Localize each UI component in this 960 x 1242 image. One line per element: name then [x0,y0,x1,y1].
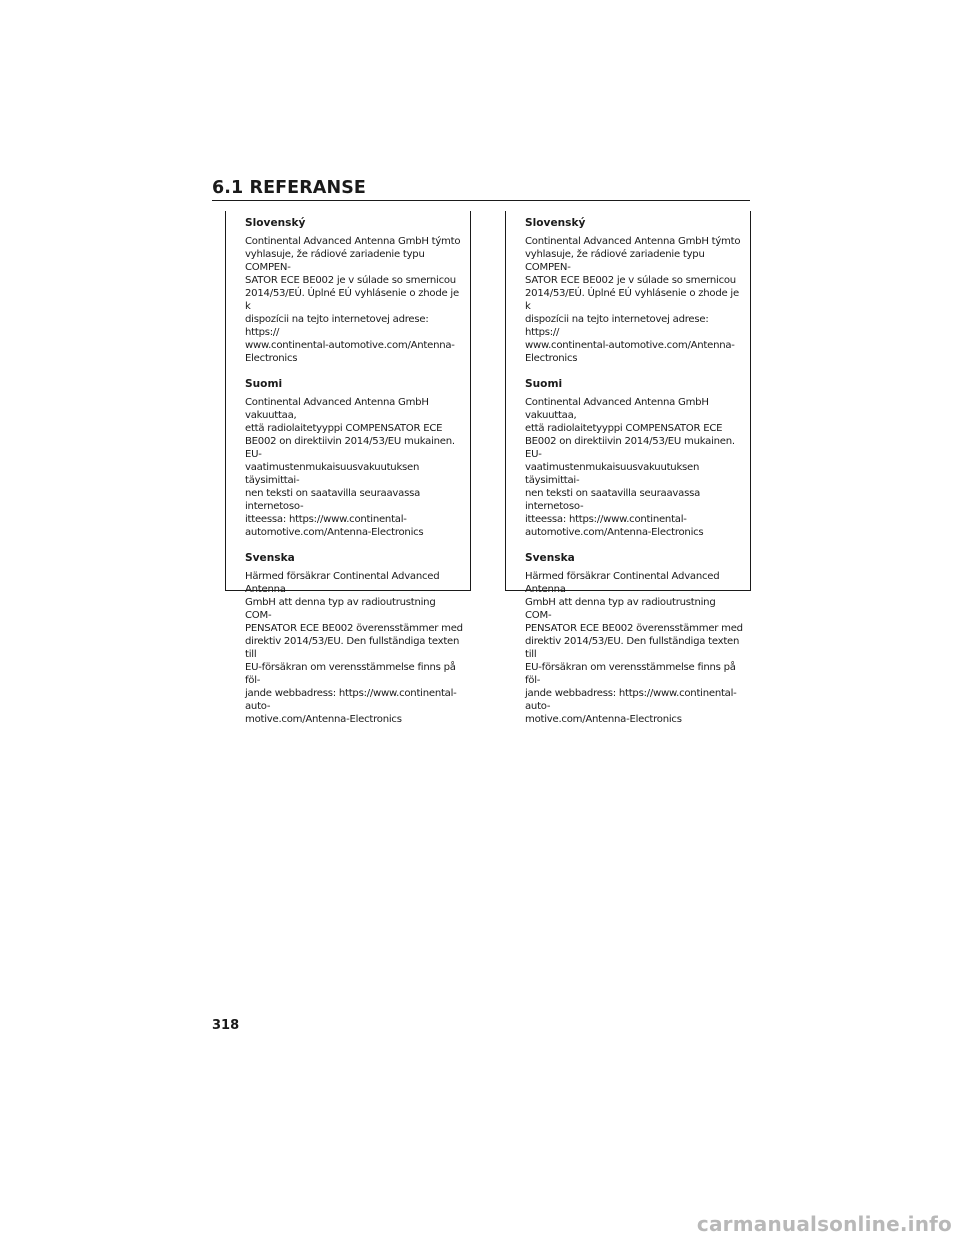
lang-block-svenska [245,552,463,726]
left-column-box [225,211,471,725]
lang-block-slovensky [245,217,463,365]
lang-text: Continental Advanced Antenna GmbH vakuuttaa, että radiolaitetyyppi COMPENSATOR ECE BE002 on direktiivin 2014/53/EU mukainen. EU- vaatimustenmukaisuusvakuutuksen täysimittai- nen teksti on saatavilla seuraavassa internetoso- itteessa: https://www.continental- automotive.com/Antenna-Electronics [525,397,735,538]
lang-title: Suomi [525,378,563,390]
lang-text: Continental Advanced Antenna GmbH týmto vyhlasuje, že rádiové zariadenie typu COMPEN- SATOR ECE BE002 je v súlade so smernicou 2014/53/EÚ. Úplné EÚ vyhlásenie o zhode je k dispozícii na tejto internetovej adrese: https:// www.continental-automotive.com/Antenna- Electronics [525,236,741,364]
lang-title: Suomi [245,378,283,390]
right-column-box [505,211,751,725]
lang-text: Continental Advanced Antenna GmbH týmto vyhlasuje, že rádiové zariadenie typu COMPEN- SATOR ECE BE002 je v súlade so smernicou 2014/53/EÚ. Úplné EÚ vyhlásenie o zhode je k dispozícii na tejto internetovej adrese: https:// www.continental-automotive.com/Antenna- Electronics [245,236,461,364]
lang-title: Slovenský [525,217,586,229]
lang-block-svenska [525,552,743,726]
lang-text: Härmed försäkrar Continental Advanced Antenna GmbH att denna typ av radioutrustning COM- PENSATOR ECE BE002 överensstämmer med direktiv 2014/53/EU. Den fullständiga texten till EU-försäkran om verensstämmelse finns på föl- jande webbadress: https://www.continental-auto- motive.com/Antenna-Electronics [525,571,743,725]
page-number: 318 [212,1018,240,1033]
lang-text: Continental Advanced Antenna GmbH vakuuttaa, että radiolaitetyyppi COMPENSATOR ECE BE002 on direktiivin 2014/53/EU mukainen. EU- vaatimustenmukaisuusvakuutuksen täysimittai- nen teksti on saatavilla seuraavassa internetoso- itteessa: https://www.continental- automotive.com/Antenna-Electronics [245,397,455,538]
lang-block-slovensky [525,217,743,365]
lang-title: Svenska [525,552,575,564]
section-header [212,176,750,201]
lang-block-suomi [245,378,463,539]
lang-title: Svenska [245,552,295,564]
section-title: 6.1 REFERANSE [212,177,366,198]
lang-title: Slovenský [245,217,306,229]
lang-text: Härmed försäkrar Continental Advanced Antenna GmbH att denna typ av radioutrustning COM- PENSATOR ECE BE002 överensstämmer med direktiv 2014/53/EU. Den fullständiga texten till EU-försäkran om verensstämmelse finns på föl- jande webbadress: https://www.continental-auto- motive.com/Antenna-Electronics [245,571,463,725]
lang-block-suomi [525,378,743,539]
watermark: carmanualsonline.info [696,1212,952,1236]
